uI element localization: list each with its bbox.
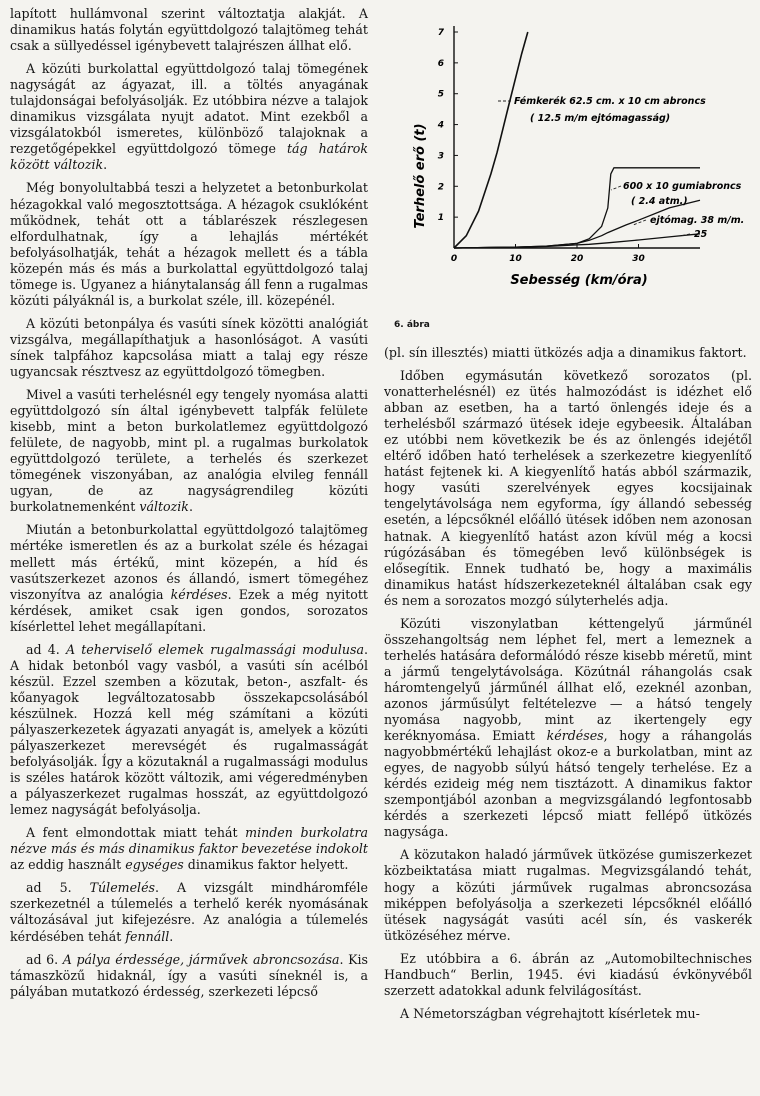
line-chart bbox=[384, 8, 756, 318]
y-axis-title: Terhelő erő (t) bbox=[413, 123, 428, 229]
left-column bbox=[10, 6, 368, 1007]
paragraph: A közutakon haladó járművek ütközése gumiszerkezet közbeiktatása miatt rugalmas. Megvizsgálandó tehát, hogy a közúti járművek rugalmas abroncsozása miképpen befolyásolja a szerkezeti lépcsőknél előálló ütések nagyságát vasúti acél sín, és vaskerék ütközéséhez mérve. bbox=[384, 847, 752, 943]
annotation-rubber-sub: ( 2.4 atm.) bbox=[631, 196, 688, 207]
paragraph: ad 5. Túlemelés. A vizsgált mindháromféle szerkezetnél a túlemelés a terhelő kerék nyomásának változásával jut kifejezésre. Az analógia a túlemelés kérdésében tehát fennáll. bbox=[10, 880, 368, 944]
annotation-steel-sub: ( 12.5 m/m ejtómagasság) bbox=[530, 113, 671, 124]
paragraph: A közúti burkolattal együttdolgozó talaj tömegének nagyságát az ágyazat, ill. a töltés anyagának tulajdonságai befolyásolják. Ez utóbbira nézve a talajok dinamikus vizsgálata nyujt adatot. Mint ezekből a vizsgálatokból ismeretes, különböző talajoknak a rezgetőgépekkel együttdolgozó tömege tág határok között változik. bbox=[10, 61, 368, 173]
x-tick-label: 30 bbox=[632, 254, 645, 264]
paragraph: Közúti viszonylatban kéttengelyű járműnél összehangoltság nem léphet fel, mert a lemeznek a terhelés hatására deformálódó része kisebb méretű, mint a jármű tengelytávolsága. Közútnál ráhangolás csak háromtengelyű járműnél állhat elő, ezeknél azonban, azonos járműsúlyt feltételezve — a hátsó tengely nyomása nagyobb, mint az ikertengely egy keréknyomása. Emiatt kérdéses, hogy a ráhangolás nagyobbmértékű lehajlást okoz-e a burkolatban, mint az egyes, de nagyobb súlyú hátsó tengely terhelése. Ez a kérdés ezideig még nem tisztázott. A dinamikus faktor szempontjából azonban a megvizsgálandó legfontosabb kérdés a szerkezeti lépcső miatt fellépő ütközés nagysága. bbox=[384, 615, 752, 840]
paragraph: A Németországban végrehajtott kísérletek mu- bbox=[400, 1005, 700, 1021]
annotation-rubber: 600 x 10 gumiabroncs bbox=[623, 181, 742, 192]
paragraph: (pl. sín illesztés) miatti ütközés adja a dinamikus faktort. bbox=[384, 345, 747, 360]
y-tick-label: 1 bbox=[437, 213, 444, 224]
right-column bbox=[384, 345, 752, 1029]
y-tick-label: 5 bbox=[437, 89, 444, 100]
paragraph: lapított hullámvonal szerint változtatja alakját. A dinamikus hatás folytán együttdolgozó talajtömeg tehát csak a süllyedéssel igénybevett talajrészen állhat elő. bbox=[10, 6, 368, 54]
y-tick-label: 3 bbox=[437, 151, 444, 162]
y-tick-label: 4 bbox=[437, 120, 444, 131]
x-tick-label: 20 bbox=[570, 254, 584, 264]
paragraph: ad 6. A pálya érdessége, járművek abroncsozása. Kis támaszközű hidaknál, így a vasúti síneknél is, a pályában mutatkozó érdesség, szerkezeti lépcső bbox=[10, 951, 368, 999]
x-axis-title: Sebesség (km/óra) bbox=[510, 273, 648, 288]
figure-6 bbox=[384, 8, 756, 338]
series-line-steel-wheel bbox=[454, 32, 528, 248]
x-tick-label: 0 bbox=[450, 254, 458, 264]
y-tick-label: 6 bbox=[437, 58, 444, 69]
paragraph: ad 4. A teherviselő elemek rugalmassági modulusa. A hidak betonból vagy vasból, a vasúti sín acélból készül. Ezzel szemben a közutak, beton-, aszfalt- és kőanyagok legváltozatosabb összekapcsolásából készülnek. Hozzá kell még számítani a közúti pályaszerkezetek ágyazati anyagát is, amelyek a közúti pályaszerkezet merevségét és rugalmasságát befolyásolják. Így a közutaknál a rugalmassági modulus is széles határok között változik, ami végeredményben a pályaszerkezet rugalmas hosszát, az együttdolgozó lemez nagyságát befolyásolja. bbox=[10, 641, 369, 818]
paragraph: Ez utóbbira a 6. ábrán az „Automobiltechnisches Handbuch“ Berlin, 1945. évi kiadású évkönyvéből szerzett adatokkal adunk felvilágosítást. bbox=[384, 950, 752, 998]
annotation-drop-38: ejtómag. 38 m/m. bbox=[650, 215, 745, 226]
annotation-drop-25: 25 bbox=[694, 229, 708, 240]
paragraph: Mivel a vasúti terhelésnél egy tengely nyomása alatti együttdolgozó sín által igénybevett talpfák felülete kisebb, mint a beton burkolatlemez együttdolgozó felülete, de nagyobb, mint pl. a rugalmas burkolatok együttdolgozó területe, a terhelés és szerkezet tömegének viszonyában, az analógia elvileg fennáll ugyan, de az nagyságrendileg közúti burkolatnemenként változik. bbox=[10, 387, 368, 515]
paragraph: Még bonyolultabbá teszi a helyzetet a betonburkolat hézagokkal való megosztottsága. A hézagok csuklóként működnek, tehát ott a táblarészek részlegesen elfordulhatnak, így a lehajlás mértékét befolyásolhatják, tehát a hézagok mellett és a tábla közepén más és más a burkolattal együttdolgozó talaj tömege is. Ugyanez a hiánytalanság áll fenn a rugalmas közúti pályáknál is, a burkolat széle, ill. közepénél. bbox=[10, 180, 368, 308]
paragraph: Időben egymásután következő sorozatos (pl. vonatterhelésnél) ez ütés halmozódást is idézhet elő abban az esetben, ha a tartó önlengés ideje és a terhelésből származó ütések ideje egybeesik. Általában ez utóbbi nem következik be és az önlengés idejétől eltérő időben ható terhelések a szerkezetre kiegyenlítő hatást fejtenek ki. A kiegyenlítő hatás abból származik, hogy vasúti szerelvények egyes kocsijainak tengelytávolsága nem egyforma, így állandó sebesség esetén, a lépcsőknél előálló ütések időben nem azonosan hatnak. A kiegyenlítő hatást azon kívül még a kocsi rúgózásában és tömegében levő különbségek is elősegítik. Ennek tudható be, hogy a maximális dinamikus hatást hídszerkezeteknél általában csak egy és nem a sorozatos mozgó súlyterhelés adja. bbox=[384, 368, 752, 608]
leader-rubber bbox=[611, 186, 621, 190]
paragraph: A fent elmondottak miatt tehát minden burkolatra nézve más és más dinamikus faktor bevezetése indokolt az eddig használt egységes dinamikus faktor helyett. bbox=[10, 825, 368, 873]
paragraph: A közúti betonpálya és vasúti sínek közötti analógiát vizsgálva, megállapíthatjuk a hasonlóságot. A vasúti sínek talpfához kapcsolása miatt a talaj egy része ugyancsak résztvesz az együttdolgozó tömegben. bbox=[10, 315, 368, 379]
x-tick-label: 10 bbox=[509, 254, 522, 264]
paragraph: Miután a betonburkolattal együttdolgozó talajtömeg mértéke ismeretlen és az a burkolat széle és hézagai mellett más értékű, mint közepén, a híd és vasútszerkezet azonos és állandó, ismert tömegéhez viszonyítva az analógia kérdéses. Ezek a még nyitott kérdések, amiket csak igen gondos, sorozatos kísérlettel lehet megállapítani. bbox=[10, 522, 368, 634]
figure-caption: 6. ábra bbox=[394, 320, 430, 330]
leader-38 bbox=[633, 220, 646, 225]
annotation-steel: Fémkerék 62.5 cm. x 10 cm abroncs bbox=[514, 96, 706, 107]
y-tick-label: 2 bbox=[437, 182, 444, 193]
y-tick-label: 7 bbox=[437, 28, 444, 38]
series-line-rubber-tyre bbox=[454, 168, 700, 248]
